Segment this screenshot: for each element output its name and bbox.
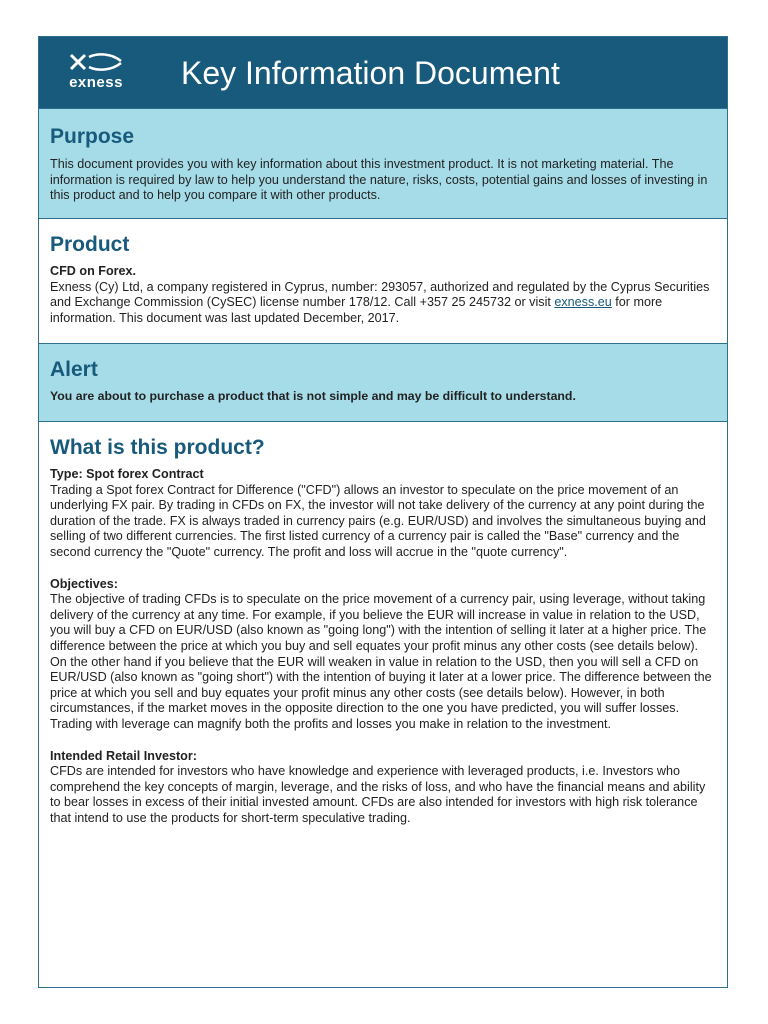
type-label: Type: Spot forex Contract <box>50 467 204 481</box>
purpose-section <box>39 108 727 218</box>
what-section <box>39 421 727 826</box>
exness-website-link[interactable]: exness.eu <box>554 295 612 310</box>
spacer <box>50 561 718 577</box>
investor-text: CFDs are intended for investors who have knowledge and experience with leveraged products, i.e. Investors who comprehend the key concepts of margin, leverage, and the risks of loss, and who have the financial means and ability to bear losses in excess of their initial invested amount. CFDs are also intended for investors with high risk tolerance that intend to use the products for short-term speculative trading. <box>50 764 706 825</box>
investor-label: Intended Retail Investor: <box>50 748 197 763</box>
objectives-label: Objectives: <box>50 576 118 591</box>
product-name: CFD on Forex. <box>50 264 137 278</box>
product-description: Exness (Cy) Ltd, a company registered in Cyprus, number: 293057, authorized and regulated by the Cyprus Securities and Exchange Commission (CySEC) license number 178/12. Call +357 25 245732 or visit <box>50 279 710 310</box>
exness-logo <box>61 51 131 95</box>
document-header <box>39 37 727 108</box>
type-text: Trading a Spot forex Contract for Difference ("CFD") allows an investor to speculate on the price movement of an underlying FX pair. By trading in CFDs on FX, the investor will not take delivery of the currency at any point during the duration of the trade. FX is always traded in currency pairs (e.g. EUR/USD) and involves the simultaneous buying and selling of two different currencies. The first listed currency of a currency pair is called the "Base" currency and the second currency the "Quote" currency. The profit and loss will accrue in the "quote currency". <box>50 482 706 559</box>
purpose-text: This document provides you with key information about this investment product. It is not marketing material. The information is required by law to help you understand the nature, risks, costs, potential gains and losses of investing in this product and to help you compare it with other products. <box>50 157 708 203</box>
spacer <box>50 733 718 749</box>
alert-section <box>39 343 727 421</box>
purpose-heading: Purpose <box>50 125 135 148</box>
logo-text: exness <box>69 74 123 91</box>
product-section <box>39 218 727 343</box>
document-frame <box>38 36 728 988</box>
document-title: Key Information Document <box>181 55 560 91</box>
exness-mark-icon <box>67 51 125 73</box>
alert-text: You are about to purchase a product that is not simple and may be difficult to understand. <box>50 389 576 403</box>
product-text <box>50 280 718 327</box>
product-update-note: for more information. This document was last updated December, 2017. <box>50 295 663 325</box>
alert-heading: Alert <box>50 358 98 381</box>
what-heading: What is this product? <box>50 436 265 459</box>
product-heading: Product <box>50 233 130 256</box>
objectives-text: The objective of trading CFDs is to speculate on the price movement of a currency pair, using leverage, without taking delivery of the currency at any time. For example, if you believe the EUR will increase in value in relation to the USD, you will buy a CFD on EUR/USD (also known as "going long") with the intention of selling it later at a higher price. The difference between the price at which you buy and sell equates your profit minus any other costs (see details below). On the other hand if you believe that the EUR will weaken in value in relation to the USD, then you will sell a CFD on EUR/USD (also known as "going short") with the intention of buying it later at a lower price. The difference between the price at which you sell and buy equates your profit minus any other costs (see details below). However, in both circumstances, if the market moves in the opposite direction to the one you have predicted, you will suffer losses. Trading with leverage can magnify both the profits and losses you make in relation to the investment. <box>50 592 712 731</box>
